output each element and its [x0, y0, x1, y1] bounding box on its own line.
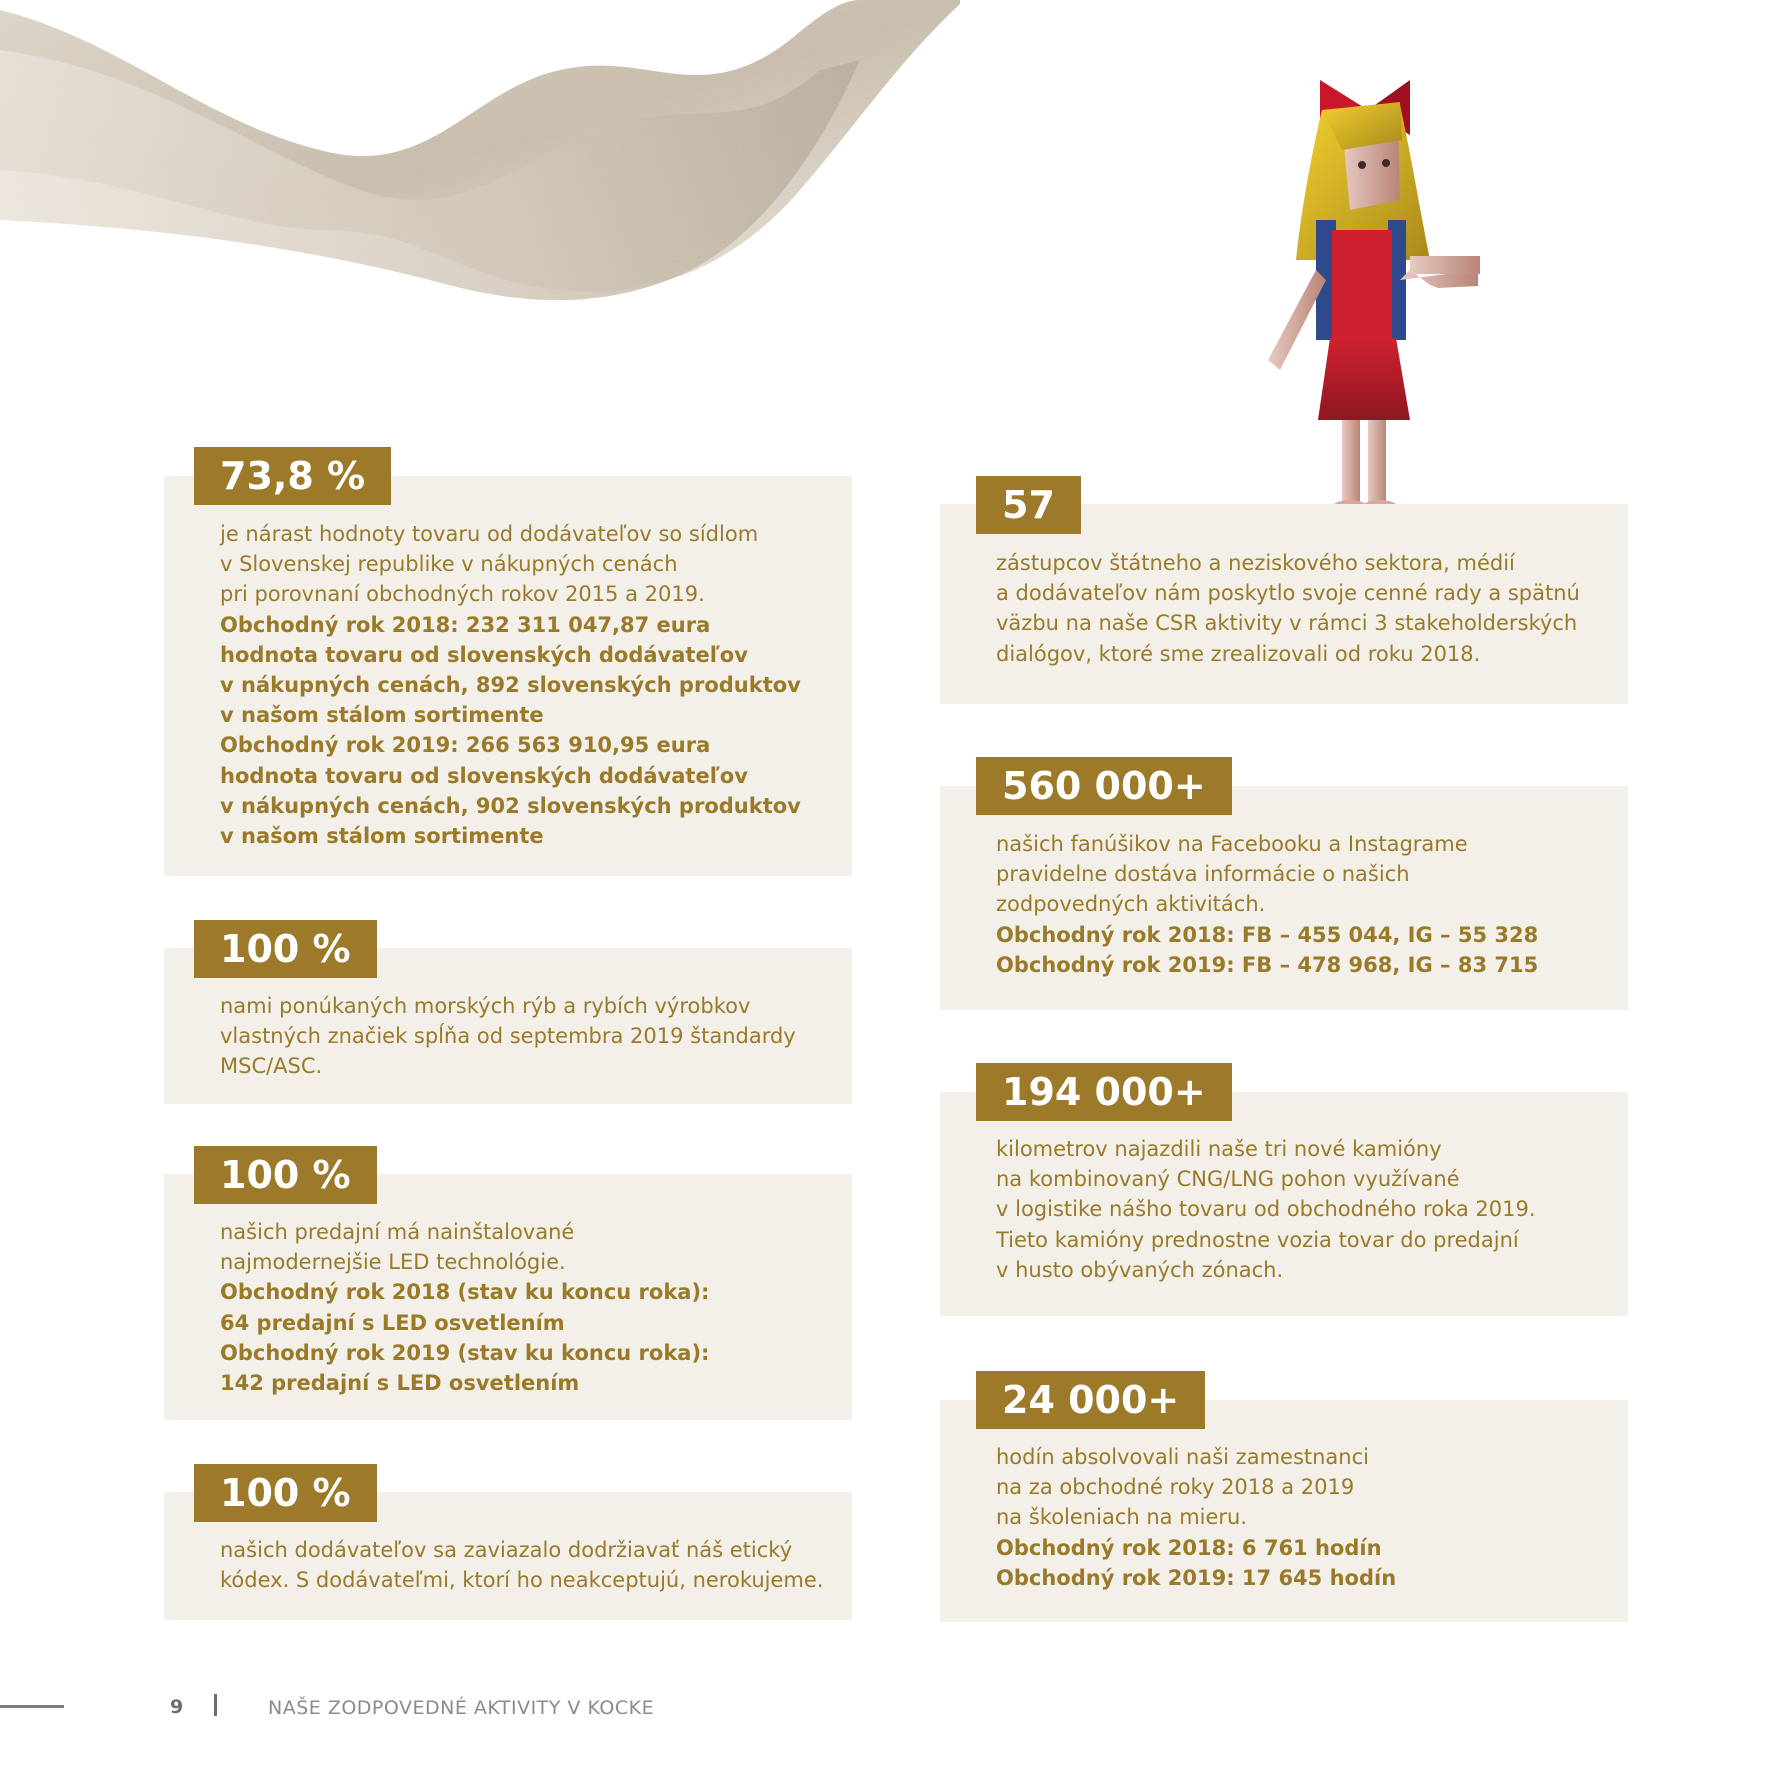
- description-line: kódex. S dodávateľmi, ktorí ho neakceptujú, nerokujeme.: [220, 1568, 824, 1593]
- description-line: v našom stálom sortimente: [220, 824, 544, 849]
- description-line: v nákupných cenách, 902 slovenských produktov: [220, 793, 801, 818]
- description-line: Obchodný rok 2019 (stav ku koncu roka):: [220, 1340, 710, 1365]
- description-line: na kombinovaný CNG/LNG pohon využívané: [996, 1167, 1460, 1192]
- description-line: na školeniach na mieru.: [996, 1505, 1248, 1530]
- stat-value-badge: 24 000+: [976, 1371, 1205, 1429]
- page-number: 9: [170, 1696, 184, 1718]
- description-line: je nárast hodnoty tovaru od dodávateľov so sídlom: [220, 522, 759, 546]
- description-line: nami ponúkaných morských rýb a rybích výrobkov: [220, 994, 751, 1018]
- stat-description: [220, 1535, 830, 1595]
- description-line: hodnota tovaru od slovenských dodávateľov: [220, 642, 748, 667]
- description-line: na za obchodné roky 2018 a 2019: [996, 1475, 1355, 1500]
- stat-description: [996, 1442, 1606, 1593]
- stat-description: [996, 1134, 1606, 1285]
- description-line: väzbu na naše CSR aktivity v rámci 3 stakeholderských: [996, 611, 1578, 636]
- description-line: v Slovenskej republike v nákupných cenách: [220, 552, 678, 577]
- stat-value-badge: 100 %: [194, 1464, 377, 1522]
- section-title: NAŠE ZODPOVEDNÉ AKTIVITY V KOCKE: [268, 1697, 655, 1719]
- description-line: 64 predajní s LED osvetlením: [220, 1310, 565, 1335]
- description-line: kilometrov najazdili naše tri nové kamióny: [996, 1137, 1442, 1161]
- description-line: najmodernejšie LED technológie.: [220, 1250, 566, 1275]
- description-line: hodín absolvovali naši zamestnanci: [996, 1445, 1369, 1469]
- description-line: Tieto kamióny prednostne vozia tovar do predajní: [996, 1227, 1519, 1252]
- description-line: Obchodný rok 2018: FB – 455 044, IG – 55 328: [996, 922, 1539, 947]
- description-line: Obchodný rok 2018 (stav ku koncu roka):: [220, 1280, 710, 1305]
- description-line: a dodávateľov nám poskytlo svoje cenné rady a spätnú: [996, 581, 1580, 606]
- description-line: Obchodný rok 2019: 17 645 hodín: [996, 1565, 1397, 1590]
- description-line: v husto obývaných zónach.: [996, 1257, 1284, 1282]
- description-line: pravidelne dostáva informácie o našich: [996, 862, 1410, 887]
- stat-description: [996, 548, 1606, 669]
- description-line: 142 predajní s LED osvetlením: [220, 1371, 580, 1396]
- stat-description: [220, 1217, 820, 1398]
- stat-description: [220, 991, 820, 1082]
- description-line: Obchodný rok 2018: 6 761 hodín: [996, 1535, 1382, 1560]
- stat-value-badge: 100 %: [194, 920, 377, 978]
- description-line: našich predajní má nainštalované: [220, 1220, 575, 1244]
- stat-value-badge: 560 000+: [976, 757, 1232, 815]
- stat-value-badge: 73,8 %: [194, 447, 391, 505]
- girl-illustration: [1260, 80, 1540, 540]
- description-line: pri porovnaní obchodných rokov 2015 a 2019.: [220, 582, 705, 607]
- stat-description: [220, 519, 820, 851]
- stat-value-badge: 100 %: [194, 1146, 377, 1204]
- footer-rule: [0, 1705, 64, 1708]
- description-line: v našom stálom sortimente: [220, 703, 544, 728]
- description-line: zodpovedných aktivitách.: [996, 892, 1266, 917]
- stat-value-badge: 194 000+: [976, 1063, 1232, 1121]
- description-line: Obchodný rok 2019: FB – 478 968, IG – 83 715: [996, 952, 1539, 977]
- footer-separator: [214, 1694, 217, 1716]
- description-line: MSC/ASC.: [220, 1054, 323, 1079]
- description-line: v logistike nášho tovaru od obchodného roka 2019.: [996, 1197, 1536, 1222]
- description-line: Obchodný rok 2018: 232 311 047,87 eura: [220, 612, 711, 637]
- description-line: Obchodný rok 2019: 266 563 910,95 eura: [220, 733, 711, 758]
- sand-wave-illustration: [0, 0, 960, 360]
- stat-value-badge: 57: [976, 476, 1081, 534]
- description-line: zástupcov štátneho a neziskového sektora, médií: [996, 551, 1515, 575]
- description-line: našich fanúšikov na Facebooku a Instagrame: [996, 832, 1468, 856]
- description-line: v nákupných cenách, 892 slovenských produktov: [220, 673, 801, 698]
- description-line: našich dodávateľov sa zaviazalo dodržiavať náš etický: [220, 1538, 793, 1562]
- description-line: vlastných značiek spĺňa od septembra 2019 štandardy: [220, 1024, 796, 1049]
- stat-description: [996, 829, 1606, 980]
- description-line: dialógov, ktoré sme zrealizovali od roku 2018.: [996, 641, 1481, 666]
- description-line: hodnota tovaru od slovenských dodávateľov: [220, 763, 748, 788]
